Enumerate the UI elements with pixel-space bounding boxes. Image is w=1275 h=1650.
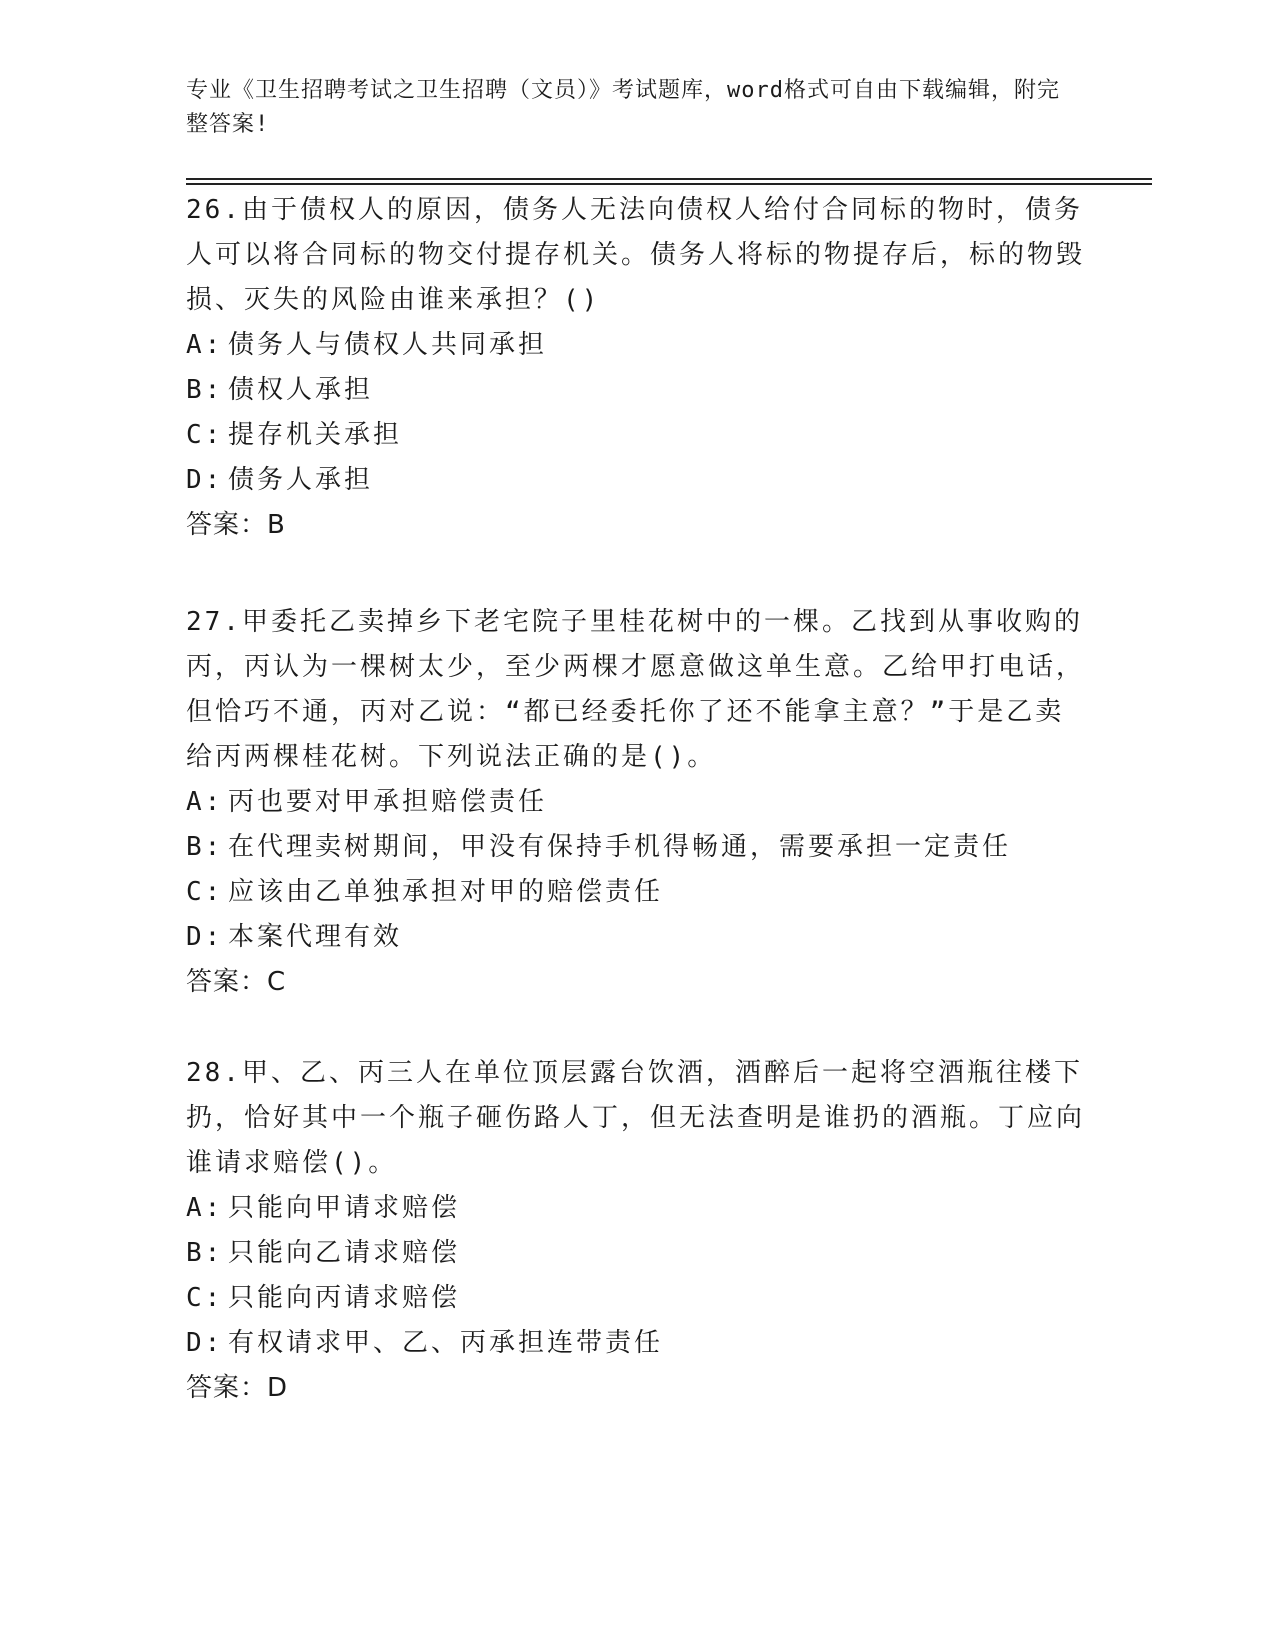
option-text: 应该由乙单独承担对甲的赔偿责任 bbox=[228, 877, 664, 907]
option-b bbox=[186, 1231, 1086, 1276]
option-letter: A: bbox=[186, 330, 224, 360]
question-28 bbox=[186, 1051, 1086, 1411]
option-letter: D: bbox=[186, 922, 224, 952]
option-a bbox=[186, 1186, 1086, 1231]
option-text: 只能向乙请求赔偿 bbox=[228, 1238, 461, 1268]
option-text: 丙也要对甲承担赔偿责任 bbox=[228, 787, 548, 817]
option-text: 提存机关承担 bbox=[228, 420, 403, 450]
question-stem: 26.由于债权人的原因，债务人无法向债权人给付合同标的物时，债务人可以将合同标的物交付提存机关。债务人将标的物提存后，标的物毁损、灭失的风险由谁来承担？() bbox=[186, 195, 1086, 315]
option-c bbox=[186, 870, 1086, 915]
option-d bbox=[186, 915, 1086, 960]
answer-line: 答案：D bbox=[186, 1373, 289, 1403]
option-text: 有权请求甲、乙、丙承担连带责任 bbox=[228, 1328, 664, 1358]
option-letter: C: bbox=[186, 420, 224, 450]
option-letter: B: bbox=[186, 1238, 224, 1268]
option-text: 在代理卖树期间，甲没有保持手机得畅通，需要承担一定责任 bbox=[228, 832, 1012, 862]
option-c bbox=[186, 1276, 1086, 1321]
option-letter: C: bbox=[186, 877, 224, 907]
option-text: 债权人承担 bbox=[228, 375, 374, 405]
option-text: 债务人承担 bbox=[228, 465, 374, 495]
header-divider-bottom bbox=[186, 183, 1152, 185]
answer-line: 答案：C bbox=[186, 967, 287, 997]
question-26 bbox=[186, 188, 1086, 548]
question-stem: 28.甲、乙、丙三人在单位顶层露台饮酒，酒醉后一起将空酒瓶往楼下扔，恰好其中一个瓶子砸伤路人丁，但无法查明是谁扔的酒瓶。丁应向谁请求赔偿()。 bbox=[186, 1058, 1086, 1178]
option-d bbox=[186, 1321, 1086, 1366]
question-stem: 27.甲委托乙卖掉乡下老宅院子里桂花树中的一棵。乙找到从事收购的丙，丙认为一棵树太少，至少两棵才愿意做这单生意。乙给甲打电话，但恰巧不通，丙对乙说：“都已经委托你了还不能拿主意？”于是乙卖给丙两棵桂花树。下列说法正确的是()。 bbox=[186, 607, 1086, 772]
option-text: 本案代理有效 bbox=[228, 922, 403, 952]
option-text: 只能向丙请求赔偿 bbox=[228, 1283, 461, 1313]
option-letter: B: bbox=[186, 832, 224, 862]
answer-line: 答案：B bbox=[186, 510, 286, 540]
option-letter: B: bbox=[186, 375, 224, 405]
option-c bbox=[186, 413, 1086, 458]
option-a bbox=[186, 780, 1086, 825]
option-text: 只能向甲请求赔偿 bbox=[228, 1193, 461, 1223]
option-b bbox=[186, 825, 1086, 870]
option-d bbox=[186, 458, 1086, 503]
option-letter: D: bbox=[186, 465, 224, 495]
option-letter: A: bbox=[186, 787, 224, 817]
header-divider-top bbox=[186, 178, 1152, 180]
option-letter: C: bbox=[186, 1283, 224, 1313]
option-text: 债务人与债权人共同承担 bbox=[228, 330, 548, 360]
option-b bbox=[186, 368, 1086, 413]
document-header: 专业《卫生招聘考试之卫生招聘（文员）》考试题库，word格式可自由下载编辑，附完整答案! bbox=[186, 78, 1060, 137]
option-letter: D: bbox=[186, 1328, 224, 1358]
option-a bbox=[186, 323, 1086, 368]
option-letter: A: bbox=[186, 1193, 224, 1223]
question-27 bbox=[186, 600, 1086, 1005]
